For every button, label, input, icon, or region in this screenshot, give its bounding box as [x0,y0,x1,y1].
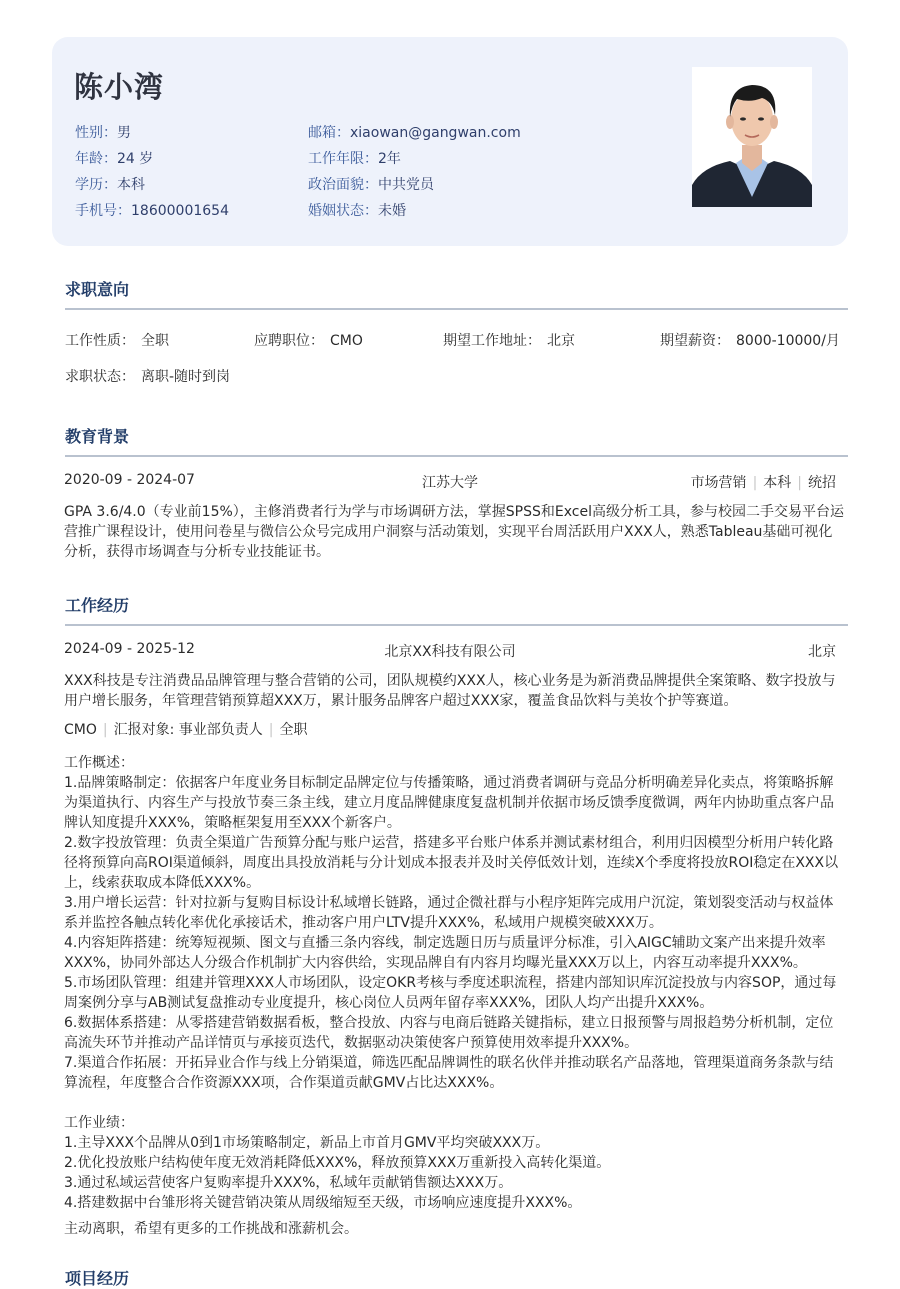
marital-value: 未婚 [378,203,406,219]
age-row [75,148,153,168]
phone-label: 手机号： [75,203,131,219]
political-label: 政治面貌： [308,177,378,193]
overview-heading: 工作概述： [64,755,134,771]
education-row [75,174,145,194]
candidate-name: 陈小湾 [74,70,165,104]
work-meta-separator: | [268,722,274,738]
achievements-heading: 工作业绩： [64,1115,134,1131]
education-separator: | [797,475,802,491]
email-row [308,122,521,142]
duty-item: 2.数字投放管理：负责全渠道广告预算分配与账户运营，搭建多平台账户体系并测试素材组合，利用归因模型分析用户转化路径将预算向高ROI渠道倾斜，周度出具投放消耗与分计划成本报表并及时关停低效计划，连续X个季度将投放ROI稳定在XXX以上，线索获取成本降低XXX%。 [64,835,839,891]
intent-location-label: 期望工作地址： [443,333,541,349]
work-overview [64,753,844,1213]
education-description: GPA 3.6/4.0（专业前15%），主修消费者行为学与市场调研方法，掌握SPSS和Excel高级分析工具，参与校园二手交易平台运营推广课程设计，使用问卷星与微信公众号完成用户洞察与活动策划，实现平台周活跃用户XXX人，熟悉Tableau基础可视化分析，获得市场调查与分析专业技能证书。 [64,504,844,560]
work-role-meta [64,719,307,739]
intent-salary [660,330,840,350]
marital-row [308,200,406,220]
work-company: 北京XX科技有限公司 [384,644,516,660]
education-period: 2020-09 - 2024-07 [64,472,195,488]
achievement-item: 3.通过私域运营使客户复购率提升XXX%，私域年贡献销售额达XXX万。 [64,1175,513,1191]
intent-type [65,330,169,350]
project-section-title: 项目经历 [65,1269,130,1288]
work-report-to: 汇报对象: 事业部负责人 [113,722,263,738]
leave-reason: 主动离职，希望有更多的工作挑战和涨薪机会。 [64,1221,358,1237]
portrait-image [692,67,812,207]
duty-item: 1.品牌策略制定：依据客户年度业务目标制定品牌定位与传播策略，通过消费者调研与竞品分析明确差异化卖点，将策略拆解为渠道执行、内容生产与投放节奏三条主线，建立月度品牌健康度复盘机制并依据市场反馈季度微调，两年内协助重点客户品牌认知度提升XXX%，策略框架复用至XXX个新客户。 [64,775,834,831]
duty-item: 4.内容矩阵搭建：统筹短视频、图文与直播三条内容线，制定选题日历与质量评分标准，引入AIGC辅助文案产出来提升效率XXX%，协同外部达人分级合作机制扩大内容供给，实现品牌自有内容月均曝光量XXX万以上，内容互动率提升XXX%。 [64,935,826,971]
phone-row [75,200,229,220]
intent-status-label: 求职状态： [65,369,135,385]
intent-type-value: 全职 [141,333,169,349]
intent-section-divider [65,308,848,310]
duty-item: 7.渠道合作拓展：开拓异业合作与线上分销渠道，筛选匹配品牌调性的联名伙伴并推动联名产品落地，管理渠道商务条款与结算流程，年度整合合作资源XXX项，合作渠道贡献GMV占比达XXX%。 [64,1055,834,1091]
duty-item: 5.市场团队管理：组建并管理XXX人市场团队，设定OKR考核与季度述职流程，搭建内部知识库沉淀投放与内容SOP，通过每周案例分享与AB测试复盘推动专业度提升，核心岗位人员两年留存率XXX%，团队人均产出提升XXX%。 [64,975,837,1011]
education-separator: | [752,475,758,491]
intent-status-value: 离职-随时到岗 [141,369,231,385]
intent-location-value: 北京 [547,333,575,349]
political-value: 中共党员 [378,177,434,193]
work-city: 北京 [808,644,836,660]
intent-position-label: 应聘职位： [254,333,324,349]
work-job-type: 全职 [279,722,308,738]
education-degree: 本科 [763,475,792,491]
years-label: 工作年限： [308,151,378,167]
intent-salary-value: 8000-10000/月 [736,333,840,349]
years-row [308,148,401,168]
intent-position [254,330,363,350]
education-admission: 统招 [808,475,836,491]
education-label: 学历： [75,177,117,193]
phone-value[interactable]: 18600001654 [131,203,229,219]
email-label: 邮箱： [308,125,350,141]
gender-label: 性别： [75,125,117,141]
education-section-title: 教育背景 [65,427,130,446]
work-role: CMO [64,722,97,738]
company-intro: XXX科技是专注消费品品牌管理与整合营销的公司，团队规模约XXX人，核心业务是为新消费品牌提供全案策略、数字投放与用户增长服务，年管理营销预算超XXX万，累计服务品牌客户超过XXX家，覆盖食品饮料与美妆个护等赛道。 [64,673,836,709]
achievement-item: 2.优化投放账户结构使年度无效消耗降低XXX%，释放预算XXX万重新投入高转化渠道。 [64,1155,611,1171]
education-school: 江苏大学 [422,475,478,491]
education-major: 市场营销 [690,475,747,491]
work-period: 2024-09 - 2025-12 [64,641,195,657]
education-meta [600,472,836,492]
gender-value: 男 [117,125,131,141]
gender-row [75,122,131,142]
intent-section-title: 求职意向 [65,280,130,299]
achievement-item: 4.搭建数据中台雏形将关键营销决策从周级缩短至天级，市场响应速度提升XXX%。 [64,1195,582,1211]
duty-item: 6.数据体系搭建：从零搭建营销数据看板，整合投放、内容与电商后链路关键指标，建立日报预警与周报趋势分析机制，定位高流失环节并推动产品详情页与承接页迭代，数据驱动决策使客户预算使用效率提升XXX%。 [64,1015,834,1051]
work-section-title: 工作经历 [65,596,130,615]
email-value[interactable]: xiaowan@gangwan.com [350,125,521,141]
intent-position-value: CMO [330,333,363,349]
profile-card [52,37,848,246]
work-section-divider [65,624,848,626]
political-row [308,174,434,194]
profile-photo [692,67,812,207]
intent-status [65,366,230,386]
spacer [64,1093,844,1113]
intent-type-label: 工作性质： [65,333,135,349]
marital-label: 婚姻状态： [308,203,378,219]
education-value: 本科 [117,177,145,193]
intent-location [443,330,575,350]
intent-salary-label: 期望薪资： [660,333,730,349]
age-value: 24 岁 [117,151,154,167]
duty-item: 3.用户增长运营：针对拉新与复购目标设计私域增长链路，通过企微社群与小程序矩阵完成用户沉淀，策划裂变活动与权益体系并监控各触点转化率优化承接话术，推动客户用户LTV提升XXX%，私域用户规模突破XXX万。 [64,895,834,931]
years-value: 2年 [378,151,401,167]
age-label: 年龄： [75,151,117,167]
achievement-item: 1.主导XXX个品牌从0到1市场策略制定，新品上市首月GMV平均突破XXX万。 [64,1135,550,1151]
work-meta-separator: | [102,722,108,738]
education-section-divider [65,455,848,457]
